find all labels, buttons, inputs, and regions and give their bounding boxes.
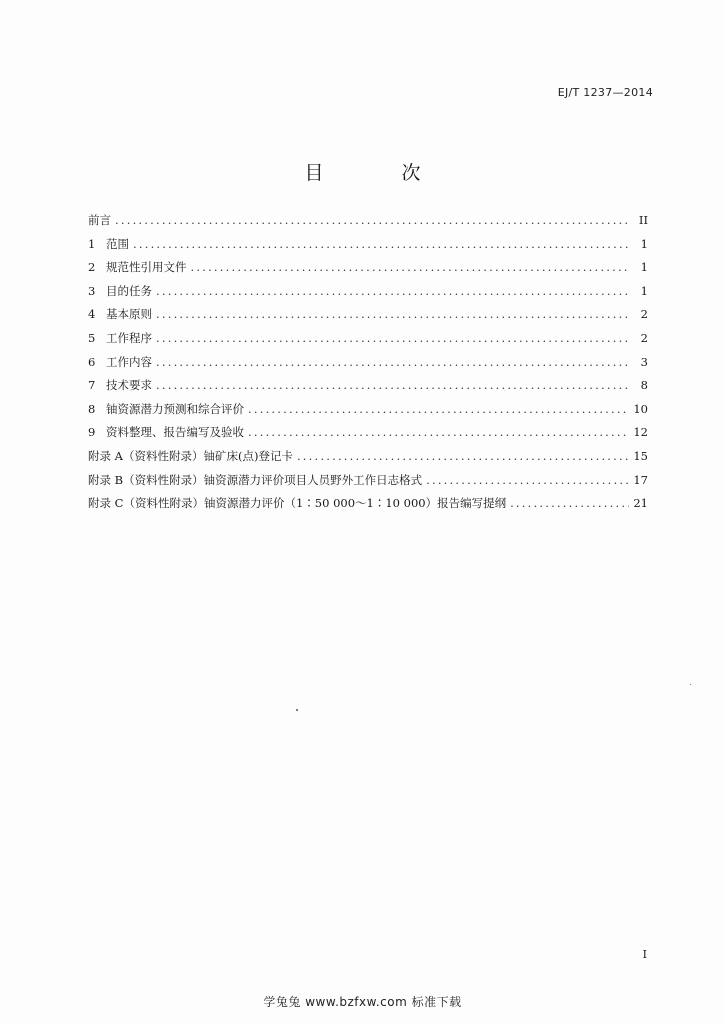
toc-leader-dots: [156, 355, 630, 369]
toc-entry-9[interactable]: [88, 424, 648, 448]
toc-leader-dots: [248, 402, 629, 416]
toc-entry-number: 5: [88, 330, 96, 345]
toc-entry-page: 15: [633, 448, 648, 463]
scan-speck: [296, 709, 298, 711]
toc-entry-number: 3: [88, 283, 96, 298]
standard-code: EJ/T 1237—2014: [557, 86, 653, 99]
toc-entry-number: 2: [88, 260, 96, 275]
toc-entry-page: 17: [633, 472, 648, 487]
toc-entry-appendix-b[interactable]: [88, 472, 648, 496]
toc-entry-1[interactable]: [88, 236, 648, 260]
toc-entry-number: 8: [88, 401, 96, 416]
toc-leader-dots: [191, 260, 631, 274]
toc-entry-page: 2: [640, 307, 648, 322]
toc-appendix-prefix: 附录 A（资料性附录）: [88, 448, 204, 463]
toc-entry-appendix-c[interactable]: [88, 495, 648, 519]
toc-entry-page: 3: [640, 354, 648, 369]
toc-entry-foreword[interactable]: [88, 212, 648, 236]
toc-entry-label: 范围: [106, 236, 129, 251]
toc-leader-dots: [156, 378, 630, 392]
toc-leader-dots: [133, 237, 630, 251]
toc-entry-page: II: [638, 213, 648, 227]
toc-entry-label: 资料整理、报告编写及验收: [106, 425, 244, 440]
toc-entry-appendix-a[interactable]: [88, 448, 648, 472]
toc-entry-page: 2: [640, 330, 648, 345]
toc-entry-5[interactable]: [88, 330, 648, 354]
toc-title: 目 次: [304, 162, 457, 184]
toc-entry-label: 铀资源潜力预测和综合评价: [106, 401, 244, 416]
toc-entry-number: 6: [88, 354, 96, 369]
toc-entry-number: 4: [88, 307, 96, 322]
toc-appendix-prefix: 附录 C（资料性附录）: [88, 496, 204, 511]
toc-entry-2[interactable]: [88, 259, 648, 283]
toc-entry-page: 1: [640, 236, 648, 251]
page-number: I: [642, 948, 647, 961]
toc-entry-label: 工作内容: [106, 354, 152, 369]
toc-entry-label: 铀资源潜力评价（1∶50 000～1∶10 000）报告编写提纲: [203, 496, 507, 511]
toc-entry-label: 技术要求: [106, 378, 152, 393]
toc-entry-page: 21: [633, 496, 648, 511]
toc-leader-dots: [426, 473, 629, 487]
toc-entry-3[interactable]: [88, 283, 648, 307]
toc-entry-label: 铀资源潜力评价项目人员野外工作日志格式: [203, 472, 423, 487]
toc-entry-number: 1: [88, 236, 96, 251]
toc-appendix-prefix: 附录 B（资料性附录）: [88, 472, 204, 487]
toc-entry-label: 前言: [88, 213, 111, 227]
toc-leader-dots: [510, 496, 629, 510]
toc-entry-page: 8: [640, 378, 648, 393]
toc-entry-8[interactable]: [88, 401, 648, 425]
table-of-contents: [88, 212, 648, 519]
toc-leader-dots: [156, 331, 630, 345]
toc-entry-label: 工作程序: [106, 330, 152, 345]
toc-leader-dots: [248, 425, 629, 439]
toc-entry-6[interactable]: [88, 354, 648, 378]
toc-entry-page: 1: [640, 260, 648, 275]
toc-entry-label: 目的任务: [106, 283, 152, 298]
toc-entry-4[interactable]: [88, 306, 648, 330]
toc-entry-label: 基本原则: [106, 307, 152, 322]
toc-entry-number: 7: [88, 378, 96, 393]
toc-entry-number: 9: [88, 425, 96, 440]
toc-leader-dots: [297, 449, 629, 463]
toc-entry-label: 铀矿床(点)登记卡: [203, 448, 293, 463]
toc-entry-page: 1: [640, 283, 648, 298]
watermark-footer: 学兔兔 www.bzfxw.com 标准下载: [263, 995, 462, 1009]
toc-entry-page: 10: [633, 401, 648, 416]
toc-leader-dots: [156, 307, 630, 321]
toc-leader-dots: [156, 284, 630, 298]
toc-entry-label: 规范性引用文件: [106, 260, 187, 275]
toc-entry-page: 12: [633, 425, 648, 440]
scan-speck: [690, 684, 691, 685]
toc-leader-dots: [115, 213, 630, 227]
toc-entry-7[interactable]: [88, 377, 648, 401]
